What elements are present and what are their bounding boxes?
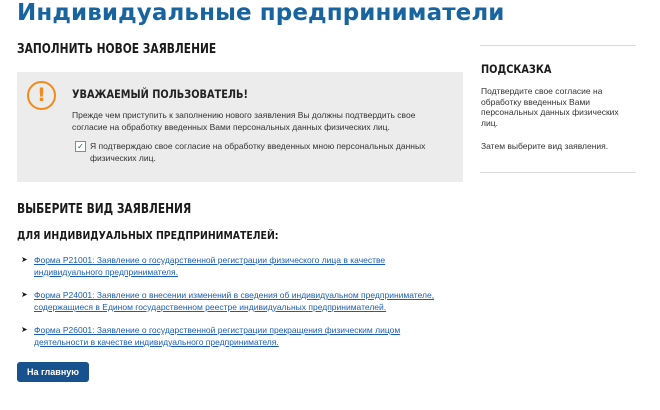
entrepreneurs-subheading: ДЛЯ ИНДИВИДУАЛЬНЫХ ПРЕДПРИНИМАТЕЛЕЙ:: [17, 229, 279, 242]
hint-text: Подтвердите свое согласие на обработку введенных Вами персональных данных физических лиц.: [481, 86, 619, 128]
form-link-line[interactable]: содержащиеся в Едином государственном реестре индивидуальных предпринимателей.: [34, 302, 387, 312]
hint-title: ПОДСКАЗКА: [481, 62, 552, 76]
choose-application-heading: ВЫБЕРИТЕ ВИД ЗАЯВЛЕНИЯ: [17, 202, 192, 217]
form-link-line[interactable]: Форма Р26001: Заявление о государственной регистрации прекращения физическим лицом: [34, 325, 401, 335]
list-item: [19, 324, 469, 348]
form-link-line[interactable]: индивидуального предпринимателя.: [34, 267, 178, 277]
arrow-icon: ➤: [21, 255, 28, 264]
page-title: Индивидуальные предприниматели: [17, 0, 505, 26]
form-link-line[interactable]: Форма Р24001: Заявление о внесении изменений в сведения об индивидуальном предпринимателе,: [34, 290, 435, 300]
form-r26001-link[interactable]: [34, 325, 400, 347]
form-r21001-link[interactable]: [34, 255, 385, 277]
list-item: [19, 289, 469, 313]
exclamation-icon: !: [27, 81, 56, 110]
consent-checkbox[interactable]: ✓: [75, 141, 86, 152]
home-button[interactable]: На главную: [17, 362, 89, 382]
hint-text-next-step: Затем выберите вид заявления.: [481, 141, 609, 151]
hint-divider-bottom: [480, 172, 636, 173]
form-link-line[interactable]: Форма Р21001: Заявление о государственной регистрации физического лица в качестве: [34, 255, 386, 265]
notice-title: УВАЖАЕМЫЙ ПОЛЬЗОВАТЕЛЬ!: [72, 87, 248, 101]
consent-label[interactable]: Я подтверждаю свое согласие на обработку введенных мною персональных данных физических лиц.: [90, 141, 426, 163]
list-item: [19, 254, 469, 278]
form-list: [19, 254, 469, 359]
consent-notice: [17, 72, 463, 182]
arrow-icon: ➤: [21, 325, 28, 334]
arrow-icon: ➤: [21, 290, 28, 299]
form-r24001-link[interactable]: [34, 290, 434, 312]
notice-text: Прежде чем приступить к заполнению нового заявления Вы должны подтвердить свое согласие на обработку введенных Вами персональных данных физических лиц.: [72, 110, 416, 132]
hint-divider-top: [480, 45, 636, 46]
form-link-line[interactable]: деятельности в качестве индивидуального предпринимателя.: [34, 337, 279, 347]
new-application-heading: ЗАПОЛНИТЬ НОВОЕ ЗАЯВЛЕНИЕ: [17, 42, 217, 57]
